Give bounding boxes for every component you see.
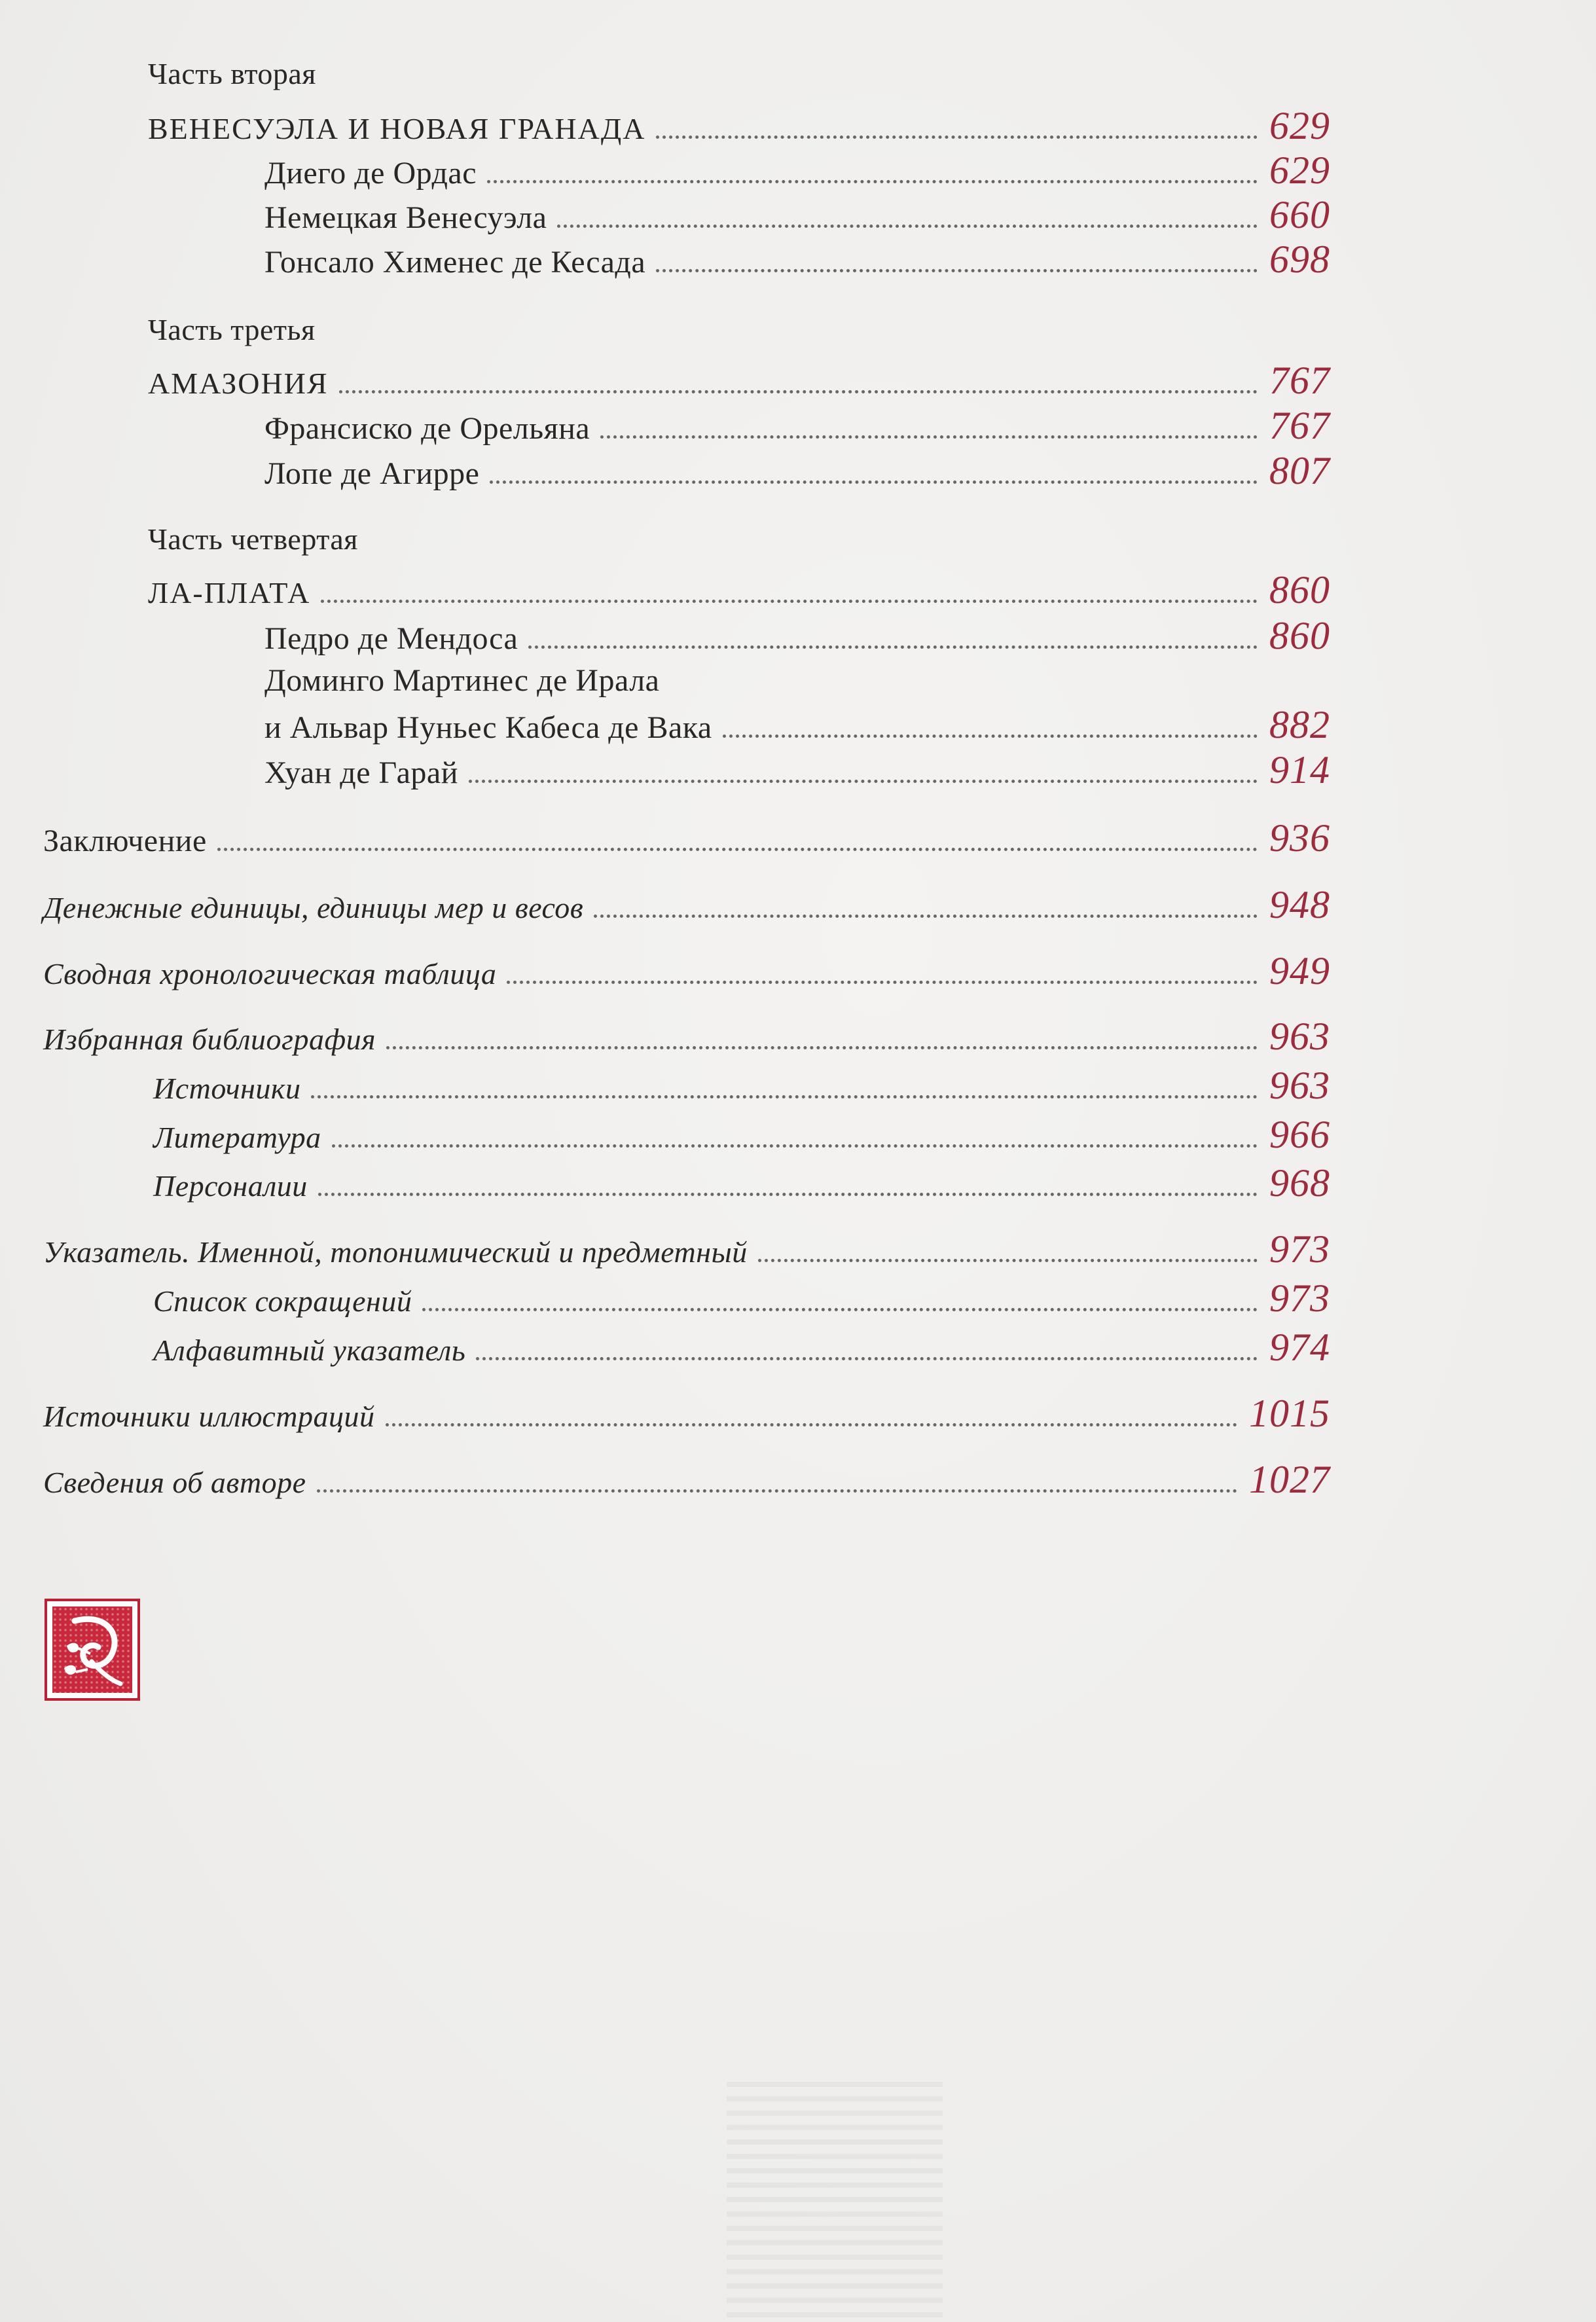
page-number: 860 [1269, 614, 1330, 657]
leader-dots [656, 136, 1258, 139]
toc-entry[interactable] [43, 1457, 1330, 1499]
section-title: Источники иллюстраций [43, 1400, 375, 1433]
page-number: 698 [1269, 238, 1330, 281]
page-number: 973 [1269, 1227, 1330, 1271]
section-title: Заключение [43, 824, 207, 858]
toc-entry[interactable] [43, 949, 1330, 990]
toc-entry[interactable] [264, 237, 1330, 279]
toc-entry[interactable] [264, 702, 1330, 744]
page-number: 1027 [1249, 1458, 1330, 1501]
page-number: 807 [1269, 449, 1330, 492]
part-label: Часть четвертая [148, 522, 358, 556]
page-number: 973 [1269, 1277, 1330, 1320]
publisher-emblem-icon [45, 1599, 140, 1701]
leader-dots [476, 1357, 1258, 1360]
chapter-title: Немецкая Венесуэла [264, 200, 547, 235]
subsection-title: Список сокращений [153, 1284, 412, 1318]
toc-entry[interactable] [264, 403, 1330, 445]
page-number: 767 [1269, 359, 1330, 402]
leader-dots [723, 735, 1258, 738]
leader-dots [600, 435, 1258, 439]
toc-entry[interactable] [153, 1276, 1330, 1318]
leader-dots [557, 225, 1258, 228]
leader-dots [422, 1308, 1258, 1311]
section-title: Указатель. Именной, топонимический и предметный [43, 1235, 748, 1269]
leader-dots [311, 1095, 1258, 1098]
toc-entry[interactable] [264, 448, 1330, 490]
section-title: Сведения об авторе [43, 1466, 306, 1499]
chapter-title-line: Доминго Мартинес де Ирала [264, 663, 660, 698]
subsection-title: Источники [153, 1072, 301, 1105]
section-title: Сводная хронологическая таблица [43, 957, 497, 990]
leader-dots [332, 1144, 1258, 1148]
page-number: 767 [1269, 404, 1330, 447]
leader-dots [507, 981, 1258, 984]
leader-dots [487, 180, 1258, 183]
page-number: 629 [1269, 149, 1330, 192]
toc-entry[interactable] [153, 1063, 1330, 1105]
leader-dots [594, 915, 1258, 918]
leader-dots [490, 481, 1258, 484]
subsection-title: Литература [153, 1121, 321, 1154]
toc-entry[interactable] [43, 816, 1330, 858]
part-title: АМАЗОНИЯ [148, 367, 329, 400]
toc-entry[interactable] [153, 1325, 1330, 1367]
toc-entry[interactable] [153, 1161, 1330, 1203]
toc-entry[interactable] [264, 148, 1330, 190]
leader-dots [528, 645, 1258, 649]
part-label: Часть третья [148, 313, 316, 346]
toc-entry[interactable] [43, 1391, 1330, 1433]
chapter-title: Хуан де Гарай [264, 755, 458, 790]
page-number: 966 [1269, 1113, 1330, 1156]
toc-entry[interactable] [264, 748, 1330, 789]
toc-entry[interactable] [264, 613, 1330, 655]
leader-dots [317, 1489, 1237, 1493]
show-through-texture [727, 2082, 943, 2322]
toc-entry[interactable] [148, 358, 1330, 400]
page-number: 860 [1269, 568, 1330, 611]
leader-dots [386, 1423, 1237, 1426]
leader-dots [339, 390, 1258, 393]
leader-dots [758, 1259, 1258, 1262]
toc-entry[interactable] [264, 192, 1330, 234]
chapter-title: Педро де Мендоса [264, 621, 518, 656]
page-number: 882 [1269, 703, 1330, 746]
toc-entry[interactable] [148, 568, 1330, 609]
toc-entry[interactable] [43, 882, 1330, 924]
part-title: ЛА-ПЛАТА [148, 576, 311, 609]
chapter-title: Лопе де Агирре [264, 456, 480, 491]
toc-entry[interactable] [43, 1227, 1330, 1269]
toc-entry[interactable] [153, 1112, 1330, 1154]
page-number: 963 [1269, 1064, 1330, 1107]
chapter-title: Франсиско де Орельяна [264, 411, 590, 446]
page-number: 948 [1269, 883, 1330, 926]
section-title: Денежные единицы, единицы мер и весов [43, 891, 584, 924]
chapter-title: Диего де Ордас [264, 156, 477, 190]
page-number: 968 [1269, 1161, 1330, 1205]
page-number: 660 [1269, 193, 1330, 236]
part-title: ВЕНЕСУЭЛА И НОВАЯ ГРАНАДА [148, 112, 646, 145]
page-number: 963 [1269, 1015, 1330, 1058]
subsection-title: Алфавитный указатель [153, 1333, 466, 1367]
chapter-title: Гонсало Хименес де Кесада [264, 245, 646, 280]
toc-entry[interactable] [43, 1014, 1330, 1056]
page-number: 974 [1269, 1326, 1330, 1369]
page-number: 629 [1269, 104, 1330, 147]
leader-dots [321, 600, 1258, 603]
subsection-title: Персоналии [153, 1169, 308, 1203]
leader-dots [318, 1193, 1258, 1196]
page-number: 914 [1269, 748, 1330, 791]
chapter-title: и Альвар Нуньес Кабеса де Вака [264, 710, 712, 745]
leader-dots [386, 1046, 1258, 1049]
part-label: Часть вторая [148, 57, 316, 90]
leader-dots [469, 780, 1258, 783]
section-title: Избранная библиография [43, 1023, 376, 1056]
page-number: 936 [1269, 816, 1330, 860]
toc-entry[interactable] [148, 103, 1330, 145]
leader-dots [217, 848, 1258, 851]
page-number: 949 [1269, 949, 1330, 992]
page-number: 1015 [1249, 1392, 1330, 1435]
leader-dots [656, 269, 1258, 272]
